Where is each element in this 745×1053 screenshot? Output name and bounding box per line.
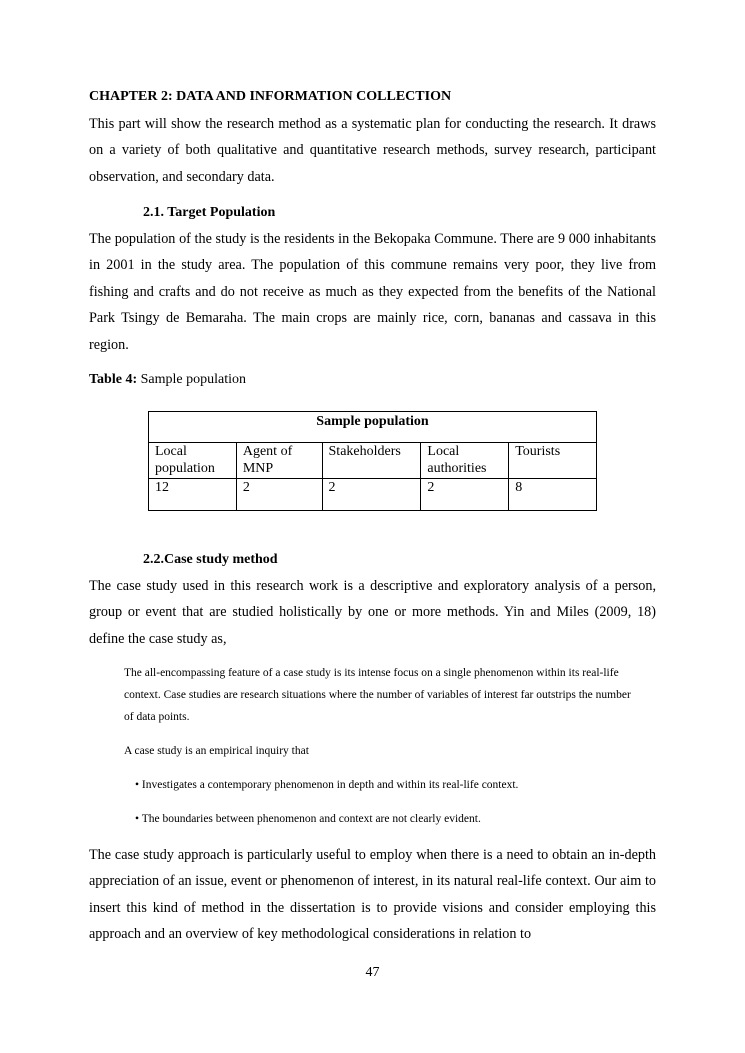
cell-local-authorities: 2 bbox=[421, 479, 509, 511]
sample-population-table bbox=[148, 411, 597, 511]
section-2-1-heading: 2.1. Target Population bbox=[143, 205, 276, 220]
column-header-agent-of-mnp: Agent of MNP bbox=[236, 443, 322, 479]
cell-agent-of-mnp: 2 bbox=[236, 479, 322, 511]
page-number: 47 bbox=[365, 965, 380, 980]
table-row bbox=[149, 479, 597, 511]
table-row bbox=[149, 443, 597, 479]
column-header-local-population: Local population bbox=[149, 443, 237, 479]
case-study-approach-paragraph: The case study approach is particularly useful to employ when there is a need to obtain an in-depth appreciation of an issue, event or phenomenon of interest, in its natural real-life context. Our aim to insert this kind of method in the dissertation is to provide visions and consider employing this approach and an overview of key methodological considerations in relation to bbox=[89, 847, 656, 943]
table-caption bbox=[89, 371, 246, 389]
table-header: Sample population bbox=[149, 412, 597, 443]
case-study-paragraph: The case study used in this research work is a descriptive and exploratory analysis of a person, group or event that are studied holistically by one or more methods. Yin and Miles (2009, 18) define the case study as, bbox=[89, 578, 656, 647]
column-header-local-authorities: Local authorities bbox=[421, 443, 509, 479]
target-population-paragraph: The population of the study is the residents in the Bekopaka Commune. There are 9 000 inhabitants in 2001 in the study area. The population of this commune remains very poor, they live from fishing and crafts and do not receive as much as they expected from the benefits of the National Park Tsingy de Bemaraha. The main crops are mainly rice, corn, bananas and cassava in this region. bbox=[89, 231, 656, 353]
table-caption-text: Sample population bbox=[137, 372, 246, 387]
chapter-intro-paragraph: This part will show the research method as a systematic plan for conducting the research. It draws on a variety of both qualitative and quantitative research methods, survey research, participant observation, and secondary data. bbox=[89, 116, 656, 185]
column-header-tourists: Tourists bbox=[509, 443, 597, 479]
block-quote-lead: A case study is an empirical inquiry that bbox=[124, 745, 309, 757]
cell-local-population: 12 bbox=[149, 479, 237, 511]
column-header-stakeholders: Stakeholders bbox=[322, 443, 421, 479]
table-caption-label: Table 4: bbox=[89, 372, 138, 387]
cell-stakeholders: 2 bbox=[322, 479, 421, 511]
section-2-2-heading: 2.2.Case study method bbox=[143, 552, 278, 567]
cell-tourists: 8 bbox=[509, 479, 597, 511]
quote-bullet-item: • The boundaries between phenomenon and context are not clearly evident. bbox=[135, 813, 481, 825]
chapter-title: CHAPTER 2: DATA AND INFORMATION COLLECTION bbox=[89, 89, 452, 104]
block-quote: The all-encompassing feature of a case study is its intense focus on a single phenomenon within its real-life context. Case studies are research situations where the number of variables of interest far outstrips the number of data points. bbox=[124, 667, 631, 723]
quote-bullet-item: • Investigates a contemporary phenomenon in depth and within its real-life context. bbox=[135, 779, 519, 791]
